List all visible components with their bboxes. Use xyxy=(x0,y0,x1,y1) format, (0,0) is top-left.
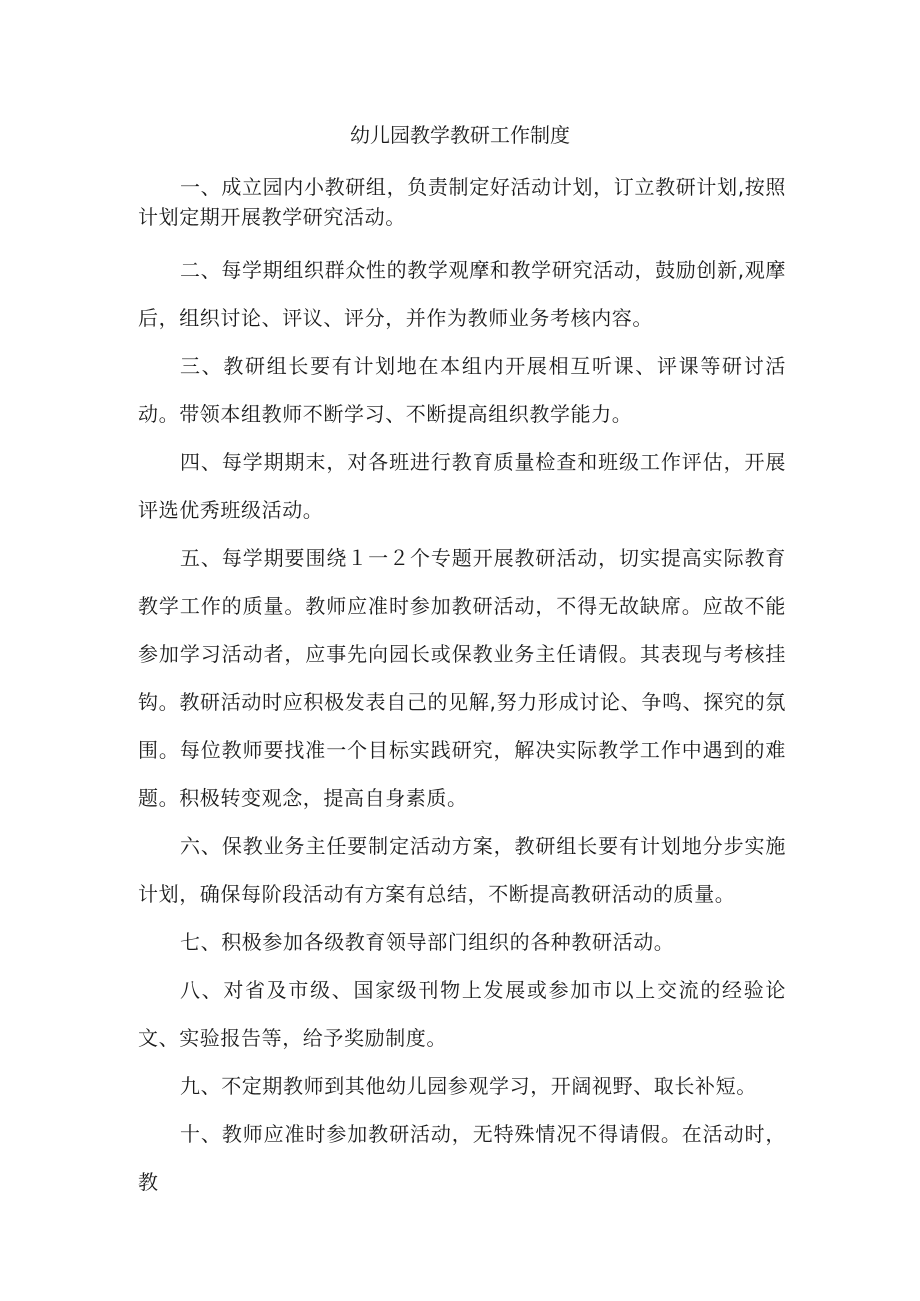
paragraph-6: 六、保教业务主任要制定活动方案，教研组长要有计划地分步实施计划，确保每阶段活动有方案有总结，不断提高教研活动的质量。 xyxy=(138,834,786,906)
document-body xyxy=(138,172,786,1206)
paragraph-1: 一、成立园内小教研组，负责制定好活动计划，订立教研计划,按照计划定期开展教学研究活动。 xyxy=(138,175,786,229)
paragraph-10: 十、教师应准时参加教研活动，无特殊情况不得请假。在活动时，教 xyxy=(138,1122,786,1194)
paragraph-5: 五、每学期要围绕１一２个专题开展教研活动，切实提高实际教育教学工作的质量。教师应准时参加教研活动，不得无故缺席。应故不能参加学习活动者，应事先向园长或保教业务主任请假。其表现与考核挂钩。教研活动时应积极发表自己的见解,努力形成讨论、争鸣、探究的氛围。每位教师要找准一个目标实践研究，解决实际教学工作中遇到的难题。积极转变观念，提高自身素质。 xyxy=(138,546,786,810)
document-title: 幼儿园教学教研工作制度 xyxy=(350,123,570,147)
paragraph-7: 七、积极参加各级教育领导部门组织的各种教研活动。 xyxy=(180,930,675,954)
paragraph-8: 八、对省及市级、国家级刊物上发展或参加市以上交流的经验论文、实验报告等，给予奖励制度。 xyxy=(138,978,786,1050)
paragraph-3: 三、教研组长要有计划地在本组内开展相互听课、评课等研讨活动。带领本组教师不断学习、不断提高组织教学能力。 xyxy=(138,354,786,426)
paragraph-9: 九、不定期教师到其他幼儿园参观学习，开阔视野、取长补短。 xyxy=(180,1074,757,1098)
paragraph-4: 四、每学期期末，对各班进行教育质量检查和班级工作评估，开展评选优秀班级活动。 xyxy=(138,450,786,522)
paragraph-2: 二、每学期组织群众性的教学观摩和教学研究活动，鼓励创新,观摩后，组织讨论、评议、评分，并作为教师业务考核内容。 xyxy=(138,258,786,330)
